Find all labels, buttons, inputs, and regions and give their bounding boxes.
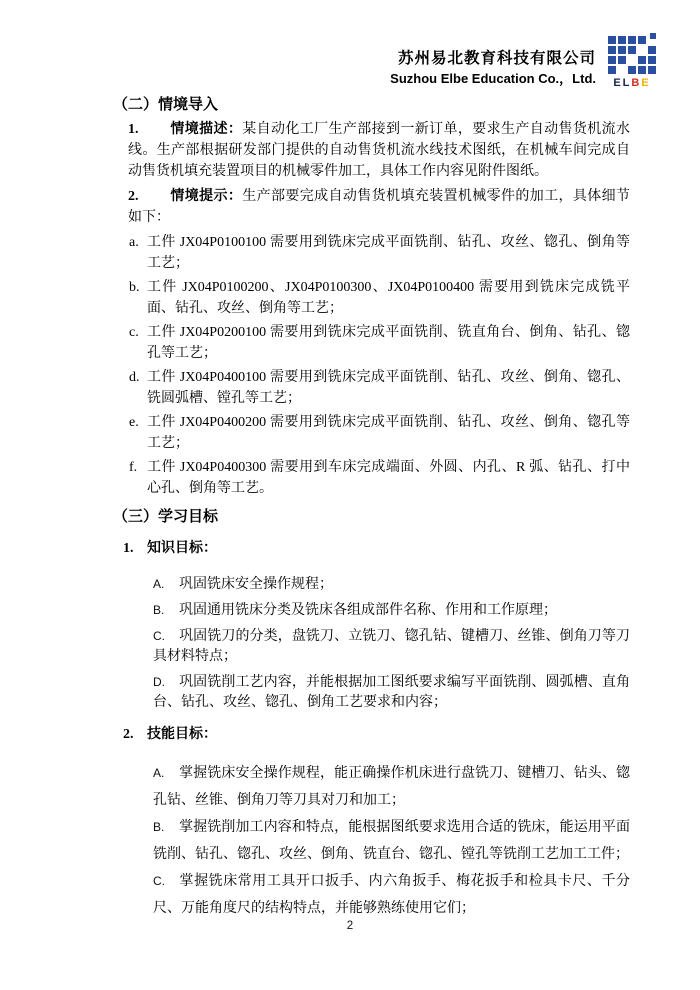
- list-item-marker: f.: [129, 460, 138, 475]
- objective-text: 巩固通用铣床分类及铣床各组成部件名称、作用和工作原理；: [179, 603, 557, 618]
- objective-marker: A.: [153, 766, 165, 780]
- objective-item: [153, 760, 630, 814]
- list-item: [129, 277, 630, 319]
- logo-cell: [608, 66, 616, 74]
- logo-cell: [628, 46, 636, 54]
- list-item-marker: d.: [129, 370, 140, 385]
- list-item-text: 工件 JX04P0400100 需要用到铣床完成平面铣削、钻孔、攻丝、倒角、锪孔、铣圆弧槽、镗孔等工艺；: [147, 370, 630, 406]
- logo-cell: [628, 66, 636, 74]
- subsection-title-knowledge: [123, 539, 630, 559]
- logo-wordmark: [613, 77, 650, 89]
- paragraph-number: 1.: [128, 122, 139, 137]
- objective-text: 巩固铣削工艺内容，并能根据加工图纸要求编写平面铣削、圆弧槽、直角台、钻孔、攻丝、锪孔、倒角工艺要求和内容；: [153, 675, 630, 710]
- list-item: [129, 367, 630, 409]
- logo-pixel-grid-icon: [608, 36, 656, 74]
- objective-text: 掌握铣削加工内容和特点，能根据图纸要求选用合适的铣床，能运用平面铣削、钻孔、锪孔、攻丝、倒角、铣直台、锪孔、镗孔等铣削工艺加工工件；: [153, 820, 630, 862]
- objective-item: [153, 600, 630, 621]
- list-item-marker: e.: [129, 415, 139, 430]
- objective-item: [153, 814, 630, 868]
- list-item-text: 工件 JX04P0200100 需要用到铣床完成平面铣削、铣直角台、倒角、钻孔、锪孔等工艺；: [147, 325, 630, 361]
- list-item-text: 工件 JX04P0400300 需要用到车床完成端面、外圆、内孔、R 弧、钻孔、打中心孔、倒角等工艺。: [147, 460, 630, 496]
- list-item-marker: a.: [129, 235, 139, 250]
- objective-item: [153, 672, 630, 713]
- logo-cell: [648, 56, 656, 64]
- company-name-en: Suzhou Elbe Education Co.，Ltd.: [390, 71, 596, 86]
- paragraph-text: 某自动化工厂生产部接到一新订单，要求生产自动售货机流水线。生产部根据研发部门提供的自动售货机流水线技术图纸，在机械车间完成自动售货机填充装置项目的机械零件加工，具体工作内容见附件图纸。: [128, 122, 630, 179]
- list-item: [129, 322, 630, 364]
- logo-cell: [638, 56, 646, 64]
- objective-marker: C.: [153, 629, 165, 643]
- subsection-title-text: 知识目标：: [147, 541, 217, 556]
- logo-letter: L: [622, 77, 632, 89]
- subsection-number: 2.: [123, 727, 134, 742]
- objective-text: 巩固铣刀的分类，盘铣刀、立铣刀、锪孔钻、键槽刀、丝锥、倒角刀等刀具材料特点；: [153, 629, 630, 664]
- logo-cell: [618, 56, 626, 64]
- paragraph-lead: 情境提示：: [170, 189, 243, 204]
- logo-cell: [608, 36, 616, 44]
- objective-text: 巩固铣床安全操作规程；: [179, 577, 333, 592]
- company-logo: [608, 36, 656, 89]
- objective-marker: D.: [153, 675, 165, 689]
- company-name-cn: 苏州易北教育科技有限公司: [397, 50, 596, 67]
- logo-cell: [618, 46, 626, 54]
- logo-cell: [648, 46, 656, 54]
- list-item: [129, 412, 630, 454]
- objective-marker: A.: [153, 577, 165, 591]
- section-heading-objectives: （三）学习目标: [113, 509, 219, 525]
- paragraph-scenario-hint: [128, 186, 630, 228]
- section-heading-scenario: （二）情境导入: [113, 97, 219, 113]
- objective-marker: B.: [153, 820, 165, 834]
- work-item-list: [113, 232, 630, 499]
- list-item: [129, 232, 630, 274]
- logo-cell: [628, 36, 636, 44]
- paragraph-number: 2.: [128, 189, 139, 204]
- paragraph-text: 生产部要完成自动售货机填充装置机械零件的加工，具体细节如下：: [128, 189, 630, 225]
- document-body: [113, 95, 630, 922]
- logo-letter: E: [613, 77, 623, 89]
- objective-item: [153, 574, 630, 595]
- page-header: [390, 36, 656, 89]
- logo-cell: [650, 33, 656, 39]
- subsection-number: 1.: [123, 541, 134, 556]
- logo-cell: [608, 46, 616, 54]
- logo-letter: E: [641, 77, 651, 89]
- logo-cell: [638, 36, 646, 44]
- paragraph-scenario-description: [128, 119, 630, 182]
- logo-letter: B: [631, 77, 642, 89]
- list-item-text: 工件 JX04P0100200、JX04P0100300、JX04P0100400 需要用到铣床完成铣平面、钻孔、攻丝、倒角等工艺；: [147, 280, 630, 316]
- list-item-marker: c.: [129, 325, 139, 340]
- logo-cell: [648, 66, 656, 74]
- logo-cell: [608, 56, 616, 64]
- list-item-text: 工件 JX04P0400200 需要用到铣床完成平面铣削、钻孔、攻丝、倒角、锪孔等工艺；: [147, 415, 630, 451]
- objective-item: [153, 626, 630, 667]
- objective-item: [153, 868, 630, 922]
- list-item-text: 工件 JX04P0100100 需要用到铣床完成平面铣削、钻孔、攻丝、锪孔、倒角等工艺；: [147, 235, 630, 271]
- objective-marker: B.: [153, 603, 165, 617]
- subsection-title-skills: [123, 725, 630, 745]
- paragraph-lead: 情境描述：: [170, 122, 243, 137]
- subsection-title-text: 技能目标：: [147, 727, 217, 742]
- company-name-block: [390, 49, 596, 89]
- list-item: [129, 457, 630, 499]
- list-item-marker: b.: [129, 280, 140, 295]
- objective-text: 掌握铣床安全操作规程，能正确操作机床进行盘铣刀、键槽刀、钻头、锪孔钻、丝锥、倒角刀等刀具对刀和加工；: [153, 766, 630, 808]
- logo-cell: [618, 36, 626, 44]
- objective-text: 掌握铣床常用工具开口扳手、内六角扳手、梅花扳手和检具卡尺、千分尺、万能角度尺的结构特点，并能够熟练使用它们；: [153, 874, 630, 916]
- objective-marker: C.: [153, 874, 165, 888]
- page-number: 2: [346, 920, 354, 932]
- logo-cell: [638, 66, 646, 74]
